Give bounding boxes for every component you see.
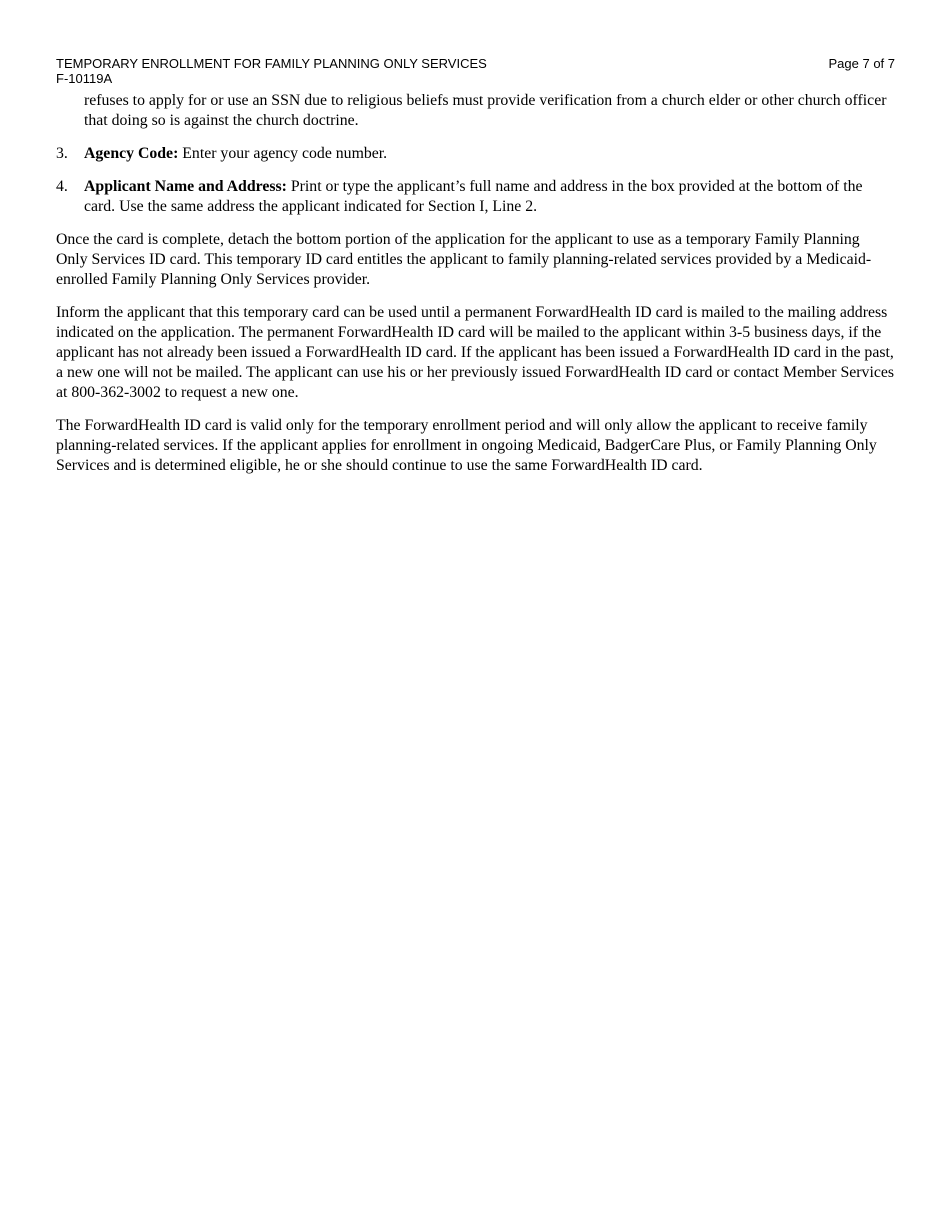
document-page bbox=[56, 56, 895, 489]
page-number: Page 7 of 7 bbox=[828, 56, 895, 71]
paragraph-card-validity: The ForwardHealth ID card is valid only for the temporary enrollment period and will only allow the applicant to receive family planning-related services. If the applicant applies for enrollment in ongoing Medicaid, BadgerCare Plus, or Family Planning Only Services and is determined eligible, he or she should continue to use the same ForwardHealth ID card. bbox=[56, 417, 877, 474]
paragraph-inform-applicant: Inform the applicant that this temporary card can be used until a permanent ForwardHealth ID card is mailed to the mailing address indicated on the application. The permanent ForwardHealth ID card will be mailed to the applicant within 3-5 business days, if the applicant has not already been issued a ForwardHealth ID card. If the applicant has been issued a ForwardHealth ID card in the past, a new one will not be mailed. The applicant can use his or her previously issued ForwardHealth ID card or contact Member Services at 800-362-3002 to request a new one. bbox=[56, 304, 894, 401]
form-title: TEMPORARY ENROLLMENT FOR FAMILY PLANNING ONLY SERVICES bbox=[56, 56, 487, 71]
continued-paragraph: refuses to apply for or use an SSN due to religious beliefs must provide verification from a church elder or other church officer that doing so is against the church doctrine. bbox=[84, 92, 887, 129]
document-body bbox=[56, 91, 895, 476]
list-item-agency-code bbox=[56, 144, 895, 164]
list-item-text: Enter your agency code number. bbox=[178, 145, 388, 162]
list-item-applicant-name-address bbox=[56, 177, 895, 217]
paragraph-card-complete: Once the card is complete, detach the bottom portion of the application for the applicant to use as a temporary Family Planning Only Services ID card. This temporary ID card entitles the applicant to family planning-related services provided by a Medicaid-enrolled Family Planning Only Services provider. bbox=[56, 231, 872, 288]
list-item-text: Print or type the applicant’s full name and address in the box provided at the bottom of the card. Use the same address the applicant indicated for Section I, Line 2. bbox=[84, 178, 863, 215]
form-number: F-10119A bbox=[56, 71, 113, 86]
page-header bbox=[56, 56, 895, 86]
list-item-number: 4. bbox=[56, 178, 68, 195]
list-item-number: 3. bbox=[56, 145, 68, 162]
list-item-label: Agency Code: bbox=[84, 145, 179, 162]
list-item-label: Applicant Name and Address: bbox=[84, 178, 287, 195]
